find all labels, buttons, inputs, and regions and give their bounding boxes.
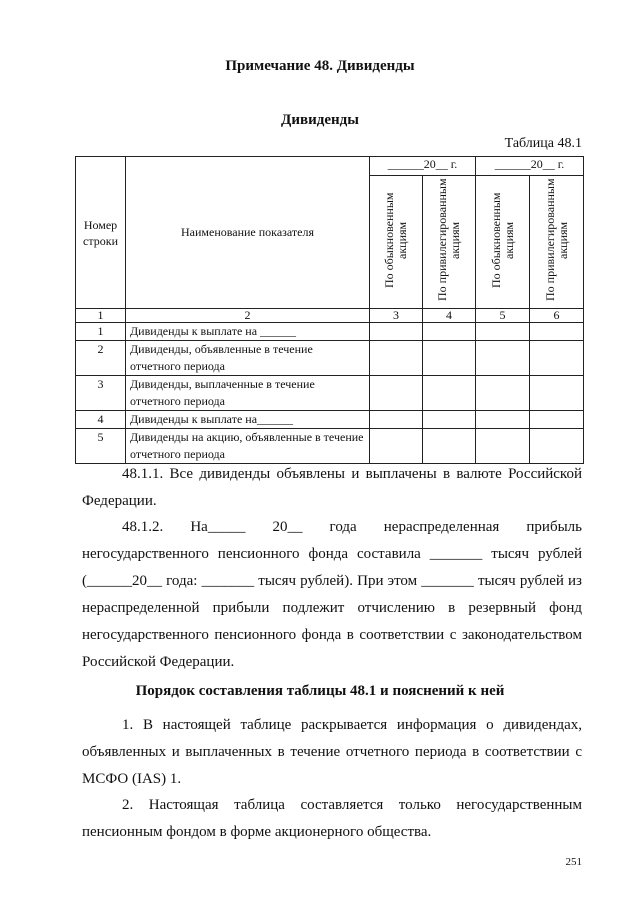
table-label: Таблица 48.1 bbox=[504, 136, 582, 151]
column-index: 2 bbox=[126, 309, 370, 323]
table-row bbox=[76, 341, 584, 376]
page-number: 251 bbox=[565, 856, 582, 868]
row-number: 4 bbox=[76, 411, 126, 429]
section-heading: Порядок составления таблицы 48.1 и пояснений к ней bbox=[135, 683, 505, 699]
row-name: Дивиденды на акцию, объявленные в течение отчетного периода bbox=[126, 429, 370, 464]
paragraph-rule-2: 2. Настоящая таблица составляется только негосударственным пенсионным фондом в форме акционерного общества. bbox=[82, 797, 582, 840]
value-cell bbox=[370, 411, 423, 429]
column-index: 6 bbox=[530, 309, 584, 323]
value-cell bbox=[370, 341, 423, 376]
row-name: Дивиденды, объявленные в течение отчетного периода bbox=[126, 341, 370, 376]
value-cell bbox=[530, 376, 584, 411]
row-number: 2 bbox=[76, 341, 126, 376]
row-number: 5 bbox=[76, 429, 126, 464]
value-cell bbox=[476, 341, 530, 376]
column-index: 4 bbox=[423, 309, 476, 323]
note-title: Примечание 48. Дивиденды bbox=[225, 58, 415, 74]
paragraph-rule-1: 1. В настоящей таблице раскрывается информация о дивидендах, объявленных и выплаченных в течение отчетного периода в соответствии с МСФО (IAS) 1. bbox=[82, 717, 582, 787]
paragraph-48-1-1: 48.1.1. Все дивиденды объявлены и выплачены в валюте Российской Федерации. bbox=[82, 466, 582, 509]
value-cell bbox=[423, 411, 476, 429]
value-cell bbox=[530, 341, 584, 376]
value-cell bbox=[423, 341, 476, 376]
header-year-1: ______20__ г. bbox=[370, 157, 476, 176]
value-cell bbox=[476, 411, 530, 429]
header-row-number: Номер строки bbox=[76, 157, 126, 309]
value-cell bbox=[370, 429, 423, 464]
value-cell bbox=[530, 411, 584, 429]
header-preferred-shares-1: По привилегированным акциям bbox=[423, 176, 476, 309]
row-name: Дивиденды к выплате на ______ bbox=[126, 323, 370, 341]
value-cell bbox=[530, 429, 584, 464]
value-cell bbox=[530, 323, 584, 341]
table-row bbox=[76, 323, 584, 341]
value-cell bbox=[370, 323, 423, 341]
header-ordinary-shares-1: По обыкновенным акциям bbox=[370, 176, 423, 309]
row-number: 3 bbox=[76, 376, 126, 411]
value-cell bbox=[476, 376, 530, 411]
value-cell bbox=[423, 323, 476, 341]
dividends-table bbox=[75, 156, 584, 464]
column-index: 5 bbox=[476, 309, 530, 323]
table-row bbox=[76, 376, 584, 411]
value-cell bbox=[423, 429, 476, 464]
table-row bbox=[76, 411, 584, 429]
value-cell bbox=[370, 376, 423, 411]
column-index: 3 bbox=[370, 309, 423, 323]
table-row bbox=[76, 429, 584, 464]
header-ordinary-shares-2: По обыкновенным акциям bbox=[476, 176, 530, 309]
column-index: 1 bbox=[76, 309, 126, 323]
column-index-row bbox=[76, 309, 584, 323]
paragraph-48-1-2: 48.1.2. На_____ 20__ года нераспределенная прибыль негосударственного пенсионного фонда составила _______ тысяч рублей (______20__ года: _______ тысяч рублей). При этом _______ тысяч рублей из нераспределенной прибыли подлежит отчислению в резервный фонд негосударственного пенсионного фонда в соответствии с законодательством Российской Федерации. bbox=[82, 519, 582, 670]
value-cell bbox=[476, 429, 530, 464]
header-preferred-shares-2: По привилегированным акциям bbox=[530, 176, 584, 309]
header-indicator-name: Наименование показателя bbox=[126, 157, 370, 309]
value-cell bbox=[423, 376, 476, 411]
value-cell bbox=[476, 323, 530, 341]
row-name: Дивиденды к выплате на______ bbox=[126, 411, 370, 429]
header-year-2: ______20__ г. bbox=[476, 157, 584, 176]
row-name: Дивиденды, выплаченные в течение отчетного периода bbox=[126, 376, 370, 411]
row-number: 1 bbox=[76, 323, 126, 341]
table-subtitle: Дивиденды bbox=[281, 112, 359, 128]
